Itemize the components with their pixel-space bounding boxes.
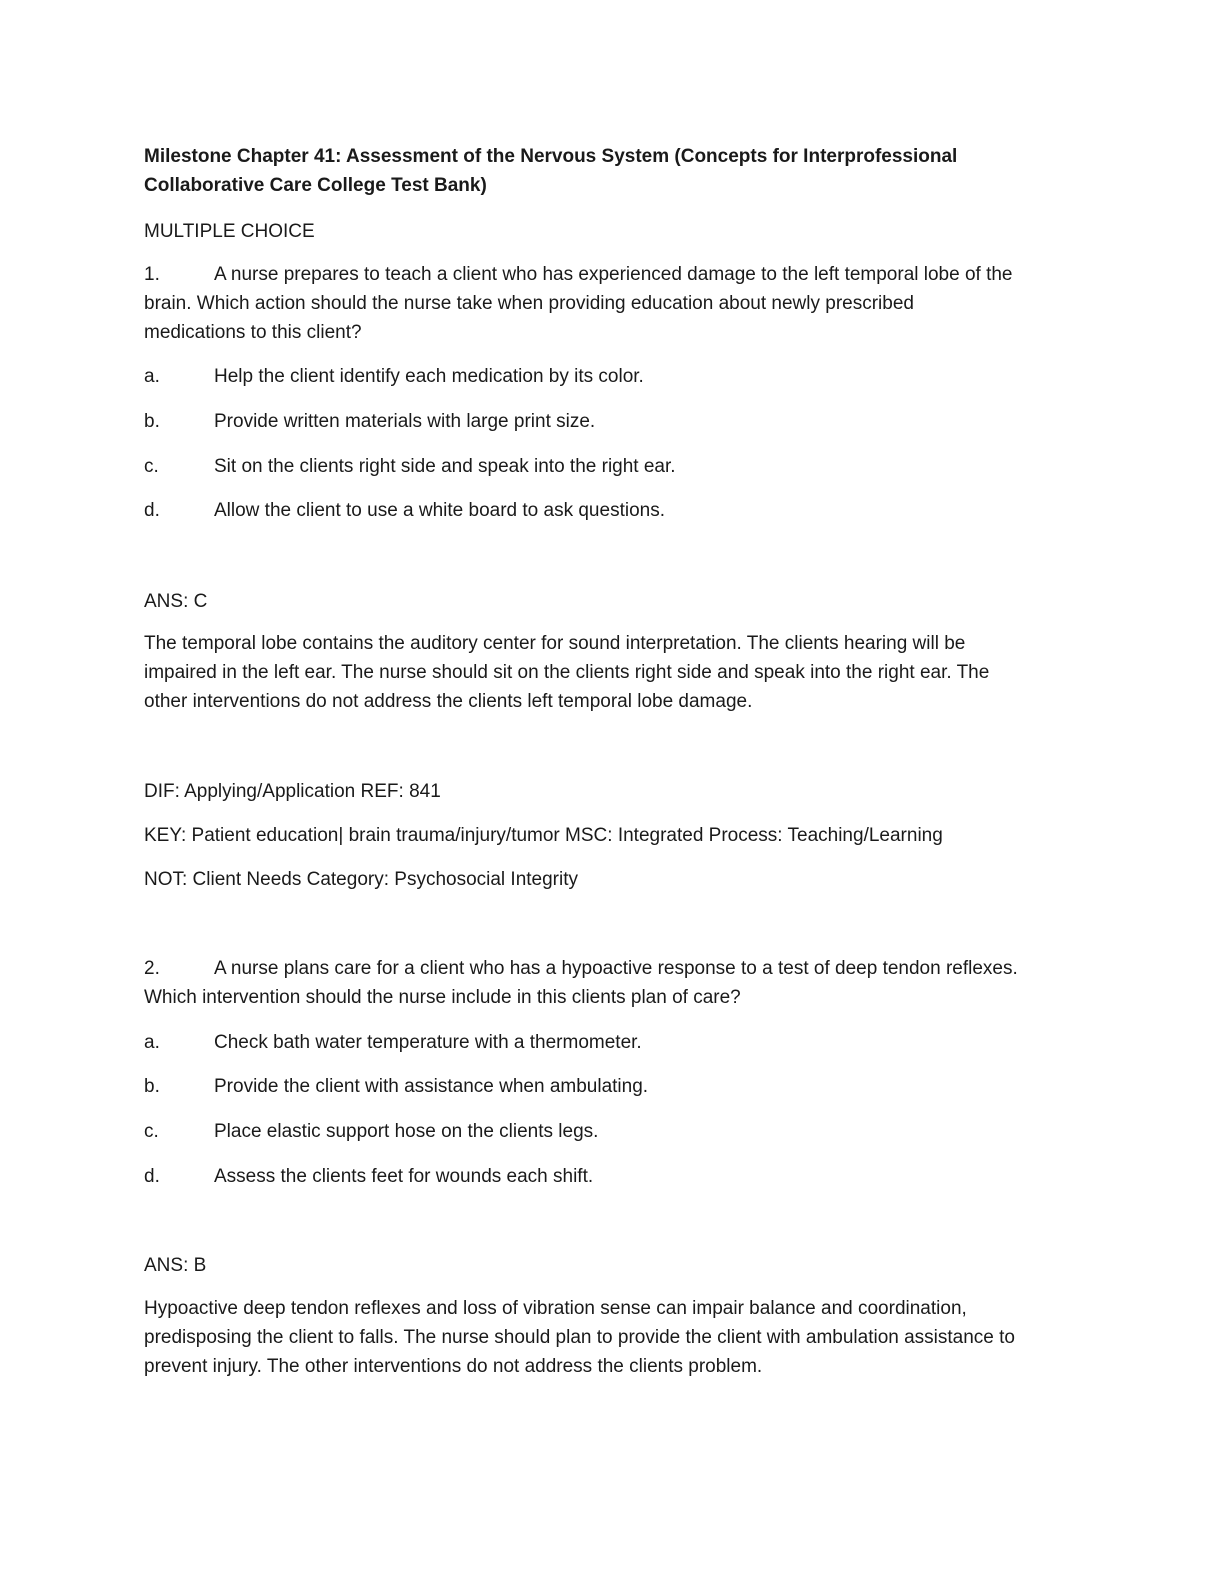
q2-rationale-line-1: Hypoactive deep tendon reflexes and loss of vibration sense can impair balance and coordination, bbox=[144, 1298, 967, 1319]
q1-rationale-line-3: other interventions do not address the clients left temporal lobe damage. bbox=[144, 691, 753, 712]
document-title-line-1: Milestone Chapter 41: Assessment of the Nervous System (Concepts for Interprofessional bbox=[144, 146, 958, 167]
q2-rationale-line-2: predisposing the client to falls. The nurse should plan to provide the client with ambulation assistance to bbox=[144, 1327, 1015, 1348]
q1-option-a-letter: a. bbox=[144, 366, 160, 387]
q2-option-d-letter: d. bbox=[144, 1166, 160, 1187]
q1-option-b-letter: b. bbox=[144, 411, 160, 432]
q2-answer: ANS: B bbox=[144, 1255, 207, 1276]
q1-stem-line-3: medications to this client? bbox=[144, 322, 362, 343]
q2-option-b bbox=[144, 1072, 648, 1101]
q1-option-b bbox=[144, 407, 595, 436]
q1-rationale-line-1: The temporal lobe contains the auditory center for sound interpretation. The clients hearing will be bbox=[144, 633, 966, 654]
q1-dif-ref: DIF: Applying/Application REF: 841 bbox=[144, 781, 441, 802]
q1-option-a-text: Help the client identify each medication by its color. bbox=[214, 366, 644, 387]
q1-option-c-text: Sit on the clients right side and speak into the right ear. bbox=[214, 456, 676, 477]
q1-option-c-letter: c. bbox=[144, 456, 159, 477]
q1-answer: ANS: C bbox=[144, 591, 208, 612]
q2-option-b-letter: b. bbox=[144, 1076, 160, 1097]
section-heading: MULTIPLE CHOICE bbox=[144, 221, 315, 242]
q1-stem-line-2: brain. Which action should the nurse take when providing education about newly prescribed bbox=[144, 293, 914, 314]
q2-stem-line-2: Which intervention should the nurse include in this clients plan of care? bbox=[144, 987, 741, 1008]
q1-rationale-line-2: impaired in the left ear. The nurse should sit on the clients right side and speak into the right ear. The bbox=[144, 662, 990, 683]
q2-option-b-text: Provide the client with assistance when ambulating. bbox=[214, 1076, 649, 1097]
q1-not: NOT: Client Needs Category: Psychosocial Integrity bbox=[144, 869, 579, 890]
q2-option-d bbox=[144, 1162, 593, 1191]
document-title-line-2: Collaborative Care College Test Bank) bbox=[144, 175, 487, 196]
q2-option-c-text: Place elastic support hose on the clients legs. bbox=[214, 1121, 599, 1142]
q2-option-d-text: Assess the clients feet for wounds each shift. bbox=[214, 1166, 594, 1187]
q2-option-c-letter: c. bbox=[144, 1121, 159, 1142]
q1-option-a bbox=[144, 362, 644, 391]
q1-option-b-text: Provide written materials with large print size. bbox=[214, 411, 596, 432]
document-page bbox=[144, 0, 1084, 1584]
q1-option-c bbox=[144, 452, 676, 481]
q1-option-d-text: Allow the client to use a white board to ask questions. bbox=[214, 500, 665, 521]
q2-number: 2. bbox=[144, 958, 160, 979]
q2-option-a bbox=[144, 1028, 642, 1057]
q1-number: 1. bbox=[144, 264, 160, 285]
q1-key-msc: KEY: Patient education| brain trauma/injury/tumor MSC: Integrated Process: Teaching/Learning bbox=[144, 825, 943, 846]
q2-stem-line-1 bbox=[144, 954, 1018, 983]
q2-stem-text-1: A nurse plans care for a client who has a hypoactive response to a test of deep tendon reflexes. bbox=[214, 958, 1018, 979]
q2-rationale-line-3: prevent injury. The other interventions do not address the clients problem. bbox=[144, 1356, 763, 1377]
q2-option-c bbox=[144, 1117, 598, 1146]
q1-option-d bbox=[144, 496, 665, 525]
q2-option-a-letter: a. bbox=[144, 1032, 160, 1053]
q1-stem-text-1: A nurse prepares to teach a client who has experienced damage to the left temporal lobe of the bbox=[214, 264, 1013, 285]
q1-stem-line-1 bbox=[144, 260, 1013, 289]
q2-option-a-text: Check bath water temperature with a thermometer. bbox=[214, 1032, 642, 1053]
q1-option-d-letter: d. bbox=[144, 500, 160, 521]
